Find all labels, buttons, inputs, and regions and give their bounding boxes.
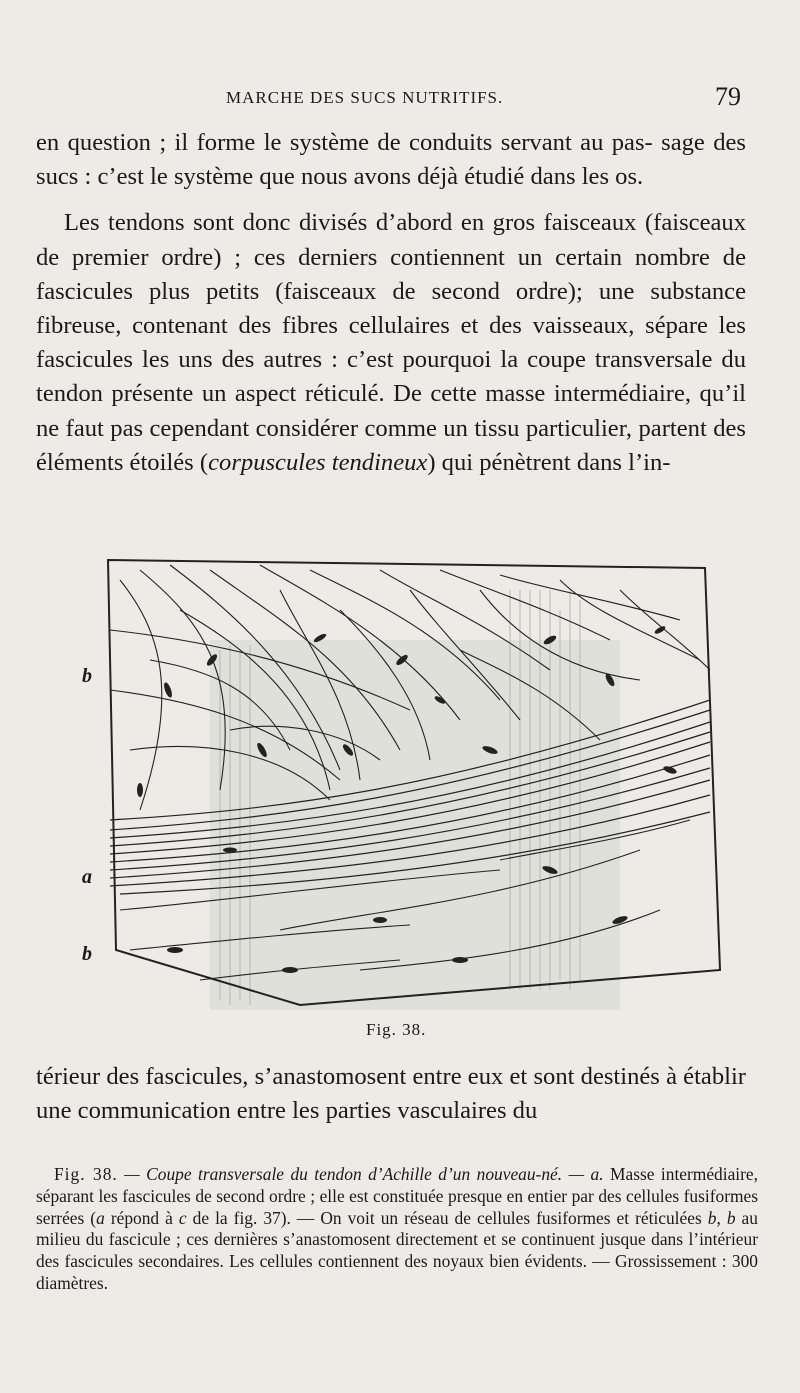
caption-title: — Coupe transversale du tendon d’Achille d’un nouveau-né. —	[124, 1164, 585, 1184]
tendon-engraving	[80, 550, 740, 1020]
figure-label-b-top: b	[82, 665, 92, 687]
figure-label-b-bottom: b	[82, 943, 92, 965]
paragraph-continuation-bottom: térieur des fascicules, s’anastomosent entre eux et sont destinés à établir une communication entre les parties vasculaires du	[36, 1063, 746, 1125]
figure-38-illustration	[80, 550, 740, 1040]
figure-caption: Fig. 38. — Coupe transversale du tendon d’Achille d’un nouveau-né. — a. Masse intermédiaire, séparant les fascicules de second ordre ; elle est constituée presque en entier par des cellules fusiformes serrées (a répond à c de la fig. 37). — On voit un réseau de cellules fusiformes et réticulées b, b au milieu du fascicule ; ces dernières s’anastomosent directement et se continuent jusque dans l’intérieur des fascicules secondaires. Les cellules contiennent des noyaux bien évidents. — Grossissement : 300 diamètres.	[36, 1164, 758, 1293]
body-text-top	[36, 126, 746, 480]
page-number: 79	[715, 82, 741, 111]
running-head	[36, 84, 741, 114]
caption-fig-ref: Fig. 38.	[54, 1164, 118, 1184]
figure-label-a: a	[82, 866, 92, 888]
body-text-bottom	[36, 1060, 746, 1128]
paragraph-tendons: Les tendons sont donc divisés d’abord en gros faisceaux (faisceaux de premier ordre) ; ces derniers contiennent un certain nombre de fascicules plus petits (faisceaux de second ordre); une substance fibreuse, contenant des fibres cellulaires et des vaisseaux, sépare les fascicules les uns des autres : c’est pourquoi la coupe transversale du tendon présente un aspect réticulé. De cette masse intermédiaire, qu’il ne faut pas cependant considérer comme un tissu particulier, partent des éléments étoilés (corpuscules tendineux) qui pénètrent dans l’in-	[36, 209, 746, 476]
paragraph-continuation: en question ; il forme le système de conduits servant au pas- sage des sucs : c’est le système que nous avons déjà étudié dans les os.	[36, 129, 746, 191]
figure-number-label: Fig. 38.	[366, 1020, 427, 1039]
running-title: MARCHE DES SUCS NUTRITIFS.	[226, 88, 504, 107]
italic-term: corpuscules tendineux	[208, 448, 428, 476]
